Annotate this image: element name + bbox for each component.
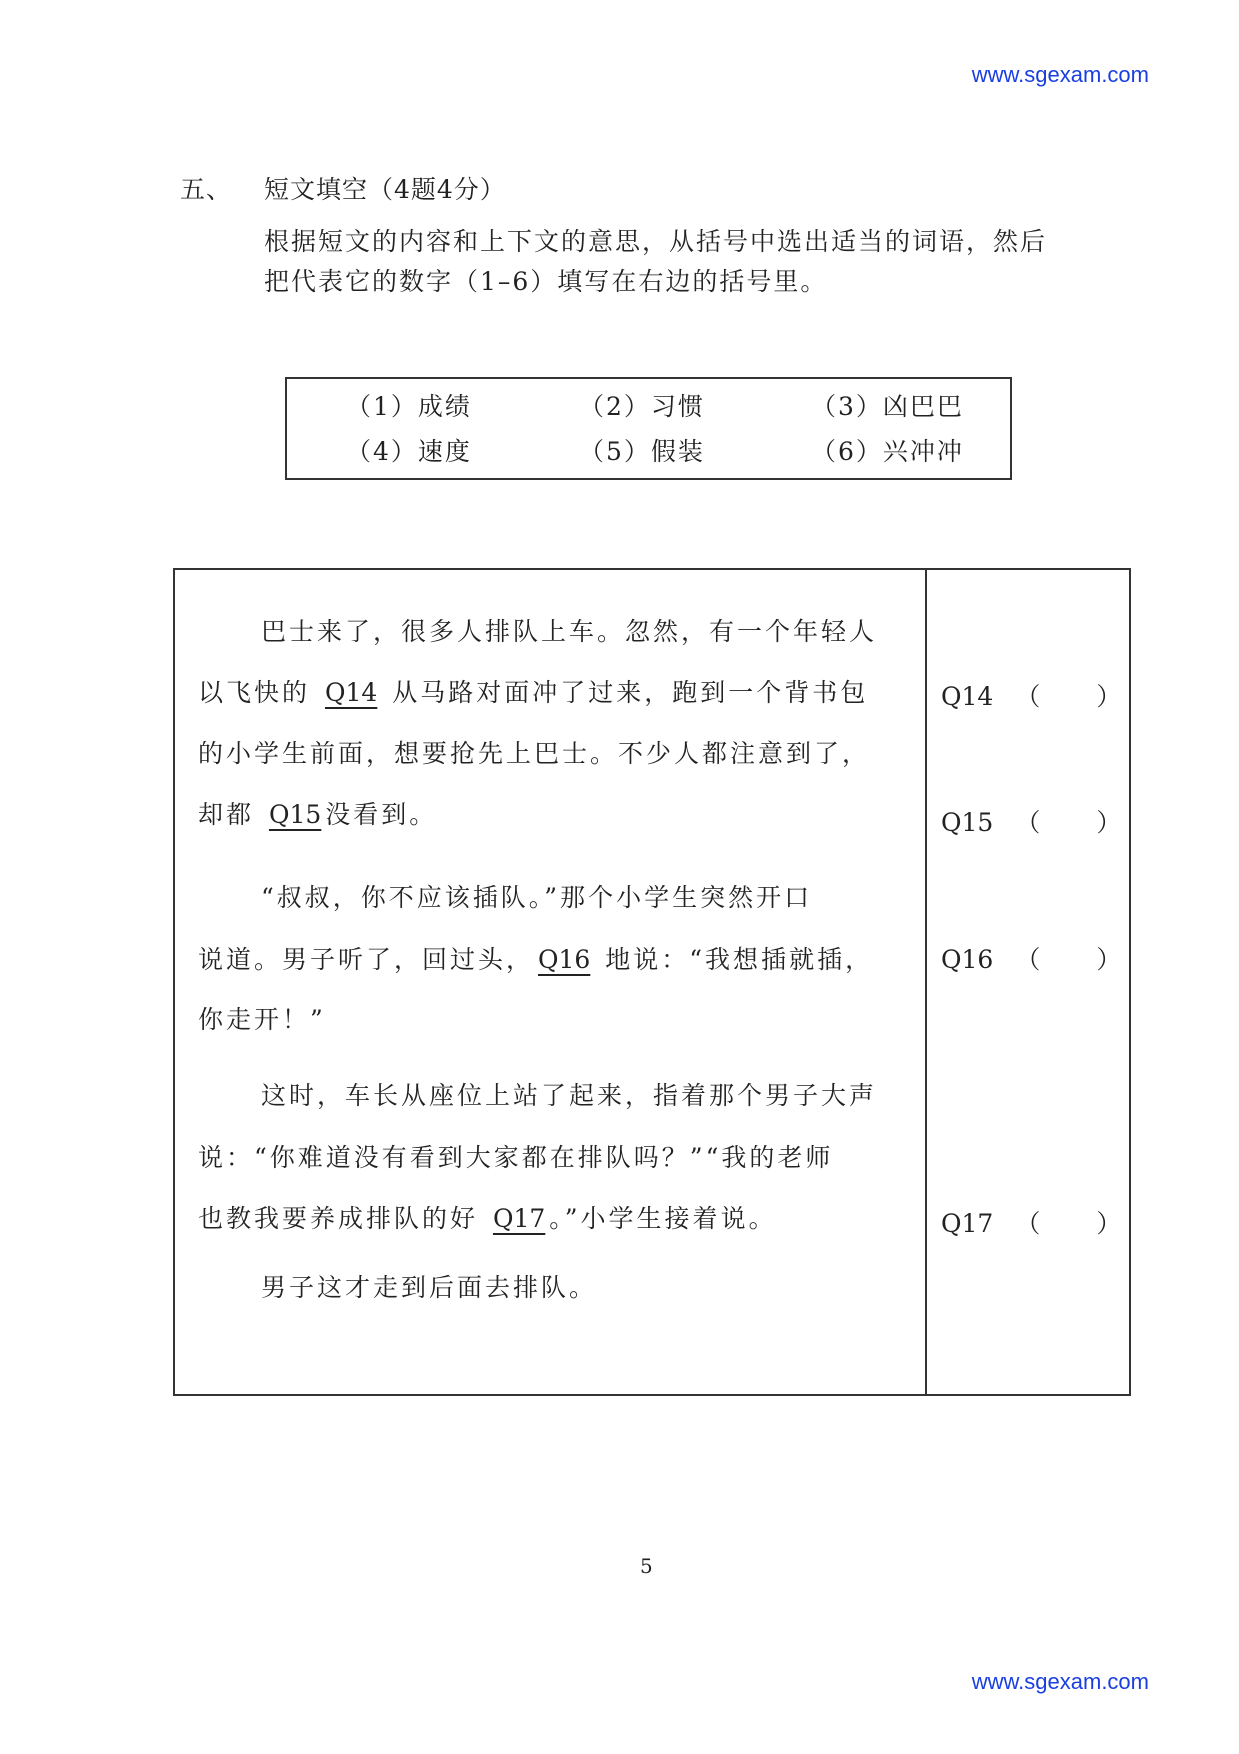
section-title: 短文填空（4题4分） [264, 175, 506, 204]
answer-q14 [941, 677, 1121, 713]
answer-bracket-close: ） [1096, 1209, 1122, 1238]
option-4: （4）速度 [346, 437, 472, 466]
passage-line [198, 940, 873, 976]
answer-bracket-close: ） [1096, 682, 1122, 711]
watermark-top: www.sgexam.com [971, 62, 1149, 87]
watermark-bottom: www.sgexam.com [971, 1669, 1149, 1694]
passage-line [198, 795, 437, 831]
passage-line: 你走开！” [198, 1005, 326, 1034]
answer-bracket-open[interactable]: （ [1015, 682, 1041, 711]
column-divider [925, 570, 927, 1394]
passage-line: 这时，车长从座位上站了起来，指着那个男子大声 [261, 1081, 878, 1110]
answer-label: Q17 [941, 1209, 994, 1238]
passage-text: 以飞快的 [198, 678, 311, 707]
passage-text: 说道。男子听了，回过头， [198, 945, 535, 974]
passage-line [198, 1199, 777, 1235]
answer-bracket-close: ） [1096, 808, 1122, 837]
answer-bracket-open[interactable]: （ [1015, 808, 1041, 837]
option-6: （6）兴冲冲 [811, 437, 964, 466]
answer-label: Q14 [941, 682, 994, 711]
instruction-line-1: 根据短文的内容和上下文的意思，从括号中选出适当的词语，然后 [264, 227, 1048, 256]
passage-text: 地说：“我想插就插， [605, 945, 874, 974]
word-options-box [285, 377, 1012, 480]
blank-q15: Q15 [268, 800, 322, 829]
option-1: （1）成绩 [346, 392, 472, 421]
passage-line: 的小学生前面，想要抢先上巴士。不少人都注意到了， [198, 739, 871, 768]
passage-line: “叔叔，你不应该插队。”那个小学生突然开口 [261, 883, 813, 912]
option-3: （3）凶巴巴 [811, 392, 964, 421]
passage-text: 却都 [198, 800, 255, 829]
answer-q15 [941, 803, 1121, 839]
passage-text: 从马路对面冲了过来，跑到一个背书包 [392, 678, 869, 707]
passage-text: 没看到。 [325, 800, 438, 829]
page-number: 5 [640, 1554, 653, 1578]
passage-table [173, 568, 1131, 1396]
passage-line: 男子这才走到后面去排队。 [261, 1273, 598, 1302]
instruction-line-2: 把代表它的数字（1–6）填写在右边的括号里。 [264, 267, 828, 296]
section-heading [180, 170, 506, 206]
answer-q17 [941, 1204, 1121, 1240]
answer-label: Q16 [941, 945, 994, 974]
passage-line [198, 673, 868, 709]
answer-bracket-open[interactable]: （ [1015, 945, 1041, 974]
passage-text: 。”小学生接着说。 [549, 1204, 777, 1233]
passage-line: 巴士来了，很多人排队上车。忽然，有一个年轻人 [261, 617, 878, 646]
section-number: 五、 [180, 175, 233, 204]
answer-q16 [941, 940, 1121, 976]
blank-q14: Q14 [324, 678, 378, 707]
blank-q16: Q16 [538, 945, 591, 974]
answer-bracket-close: ） [1096, 945, 1122, 974]
option-5: （5）假装 [579, 437, 705, 466]
option-2: （2）习惯 [579, 392, 705, 421]
passage-text: 也教我要养成排队的好 [198, 1204, 479, 1233]
blank-q17: Q17 [492, 1204, 546, 1233]
answer-bracket-open[interactable]: （ [1015, 1209, 1041, 1238]
answer-label: Q15 [941, 808, 994, 837]
passage-line: 说：“你难道没有看到大家都在排队吗？”“我的老师 [198, 1143, 834, 1172]
